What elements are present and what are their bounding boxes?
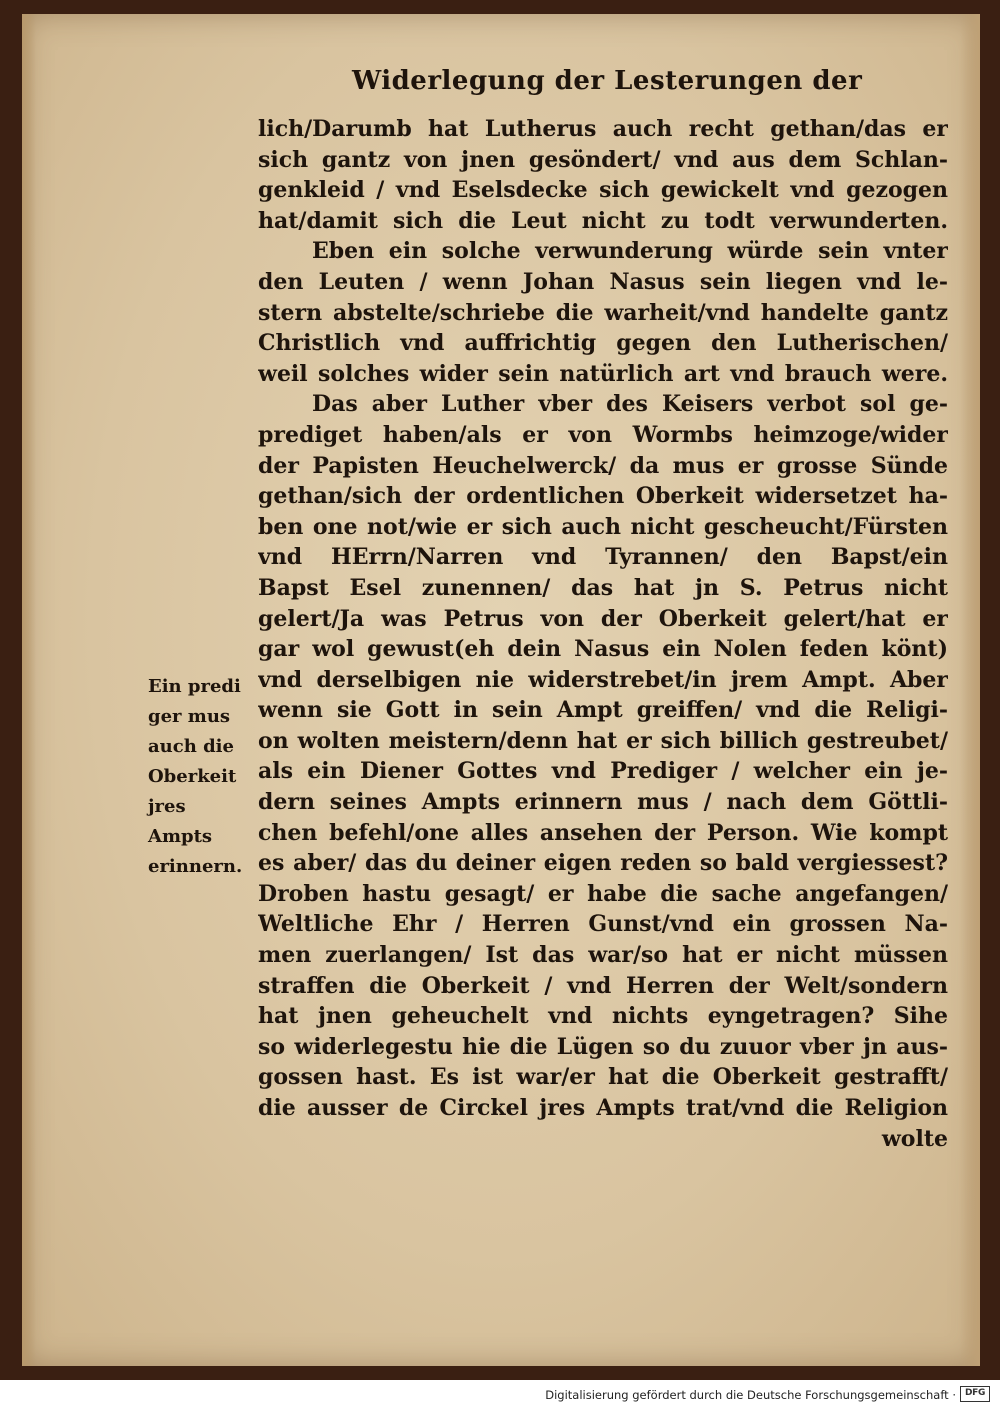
text-line: on wolten meistern/denn hat er sich billich gestreubet/: [258, 727, 948, 754]
text-line: lich/Darumb hat Lutherus auch recht gethan/das er: [258, 116, 948, 142]
body-text: [258, 114, 948, 1154]
text-line: der Papisten Heuchelwerck/ da mus er grosse Sünde: [258, 452, 948, 479]
text-line: Droben hastu gesagt/ er habe die sache angefangen/: [258, 880, 948, 907]
text-line: gossen hast. Es ist war/er hat die Oberkeit gestrafft/: [258, 1064, 948, 1091]
text-line: vnd HErrn/Narren vnd Tyrannen/ den Bapst/ein: [258, 544, 948, 571]
text-line: hat/damit sich die Leut nicht zu todt verwunderten.: [258, 207, 948, 234]
text-line: hat jnen geheuchelt vnd nichts eyngetragen? Sihe: [258, 1003, 948, 1030]
page-gutter-shadow: [22, 14, 36, 1366]
funding-credit: Digitalisierung gefördert durch die Deutsche Forschungsgemeinschaft ·: [545, 1388, 956, 1402]
text-line: wenn sie Gott in sein Ampt greiffen/ vnd die Religi-: [258, 697, 948, 724]
text-line: Christlich vnd auffrichtig gegen den Lutherischen/: [258, 330, 948, 357]
marginal-note-line: Ein predi: [148, 676, 241, 697]
text-line: stern abstelte/schriebe die warheit/vnd handelte gantz: [258, 299, 948, 326]
marginal-note-line: ger mus: [148, 706, 231, 727]
text-line: weil solches wider sein natürlich art vnd brauch were.: [258, 360, 948, 387]
dfg-logo-icon: DFG: [960, 1386, 990, 1402]
text-line: den Leuten / wenn Johan Nasus sein liegen vnd le-: [258, 268, 948, 295]
text-line: Das aber Luther vber des Keisers verbot sol ge-: [312, 391, 948, 418]
text-line: Eben ein solche verwunderung würde sein vnter: [312, 238, 948, 265]
text-line: men zuerlangen/ Ist das war/so hat er nicht müssen: [258, 942, 948, 969]
text-line: gar wol gewust(eh dein Nasus ein Nolen feden könt): [258, 636, 948, 663]
catchword: wolte: [881, 1125, 948, 1152]
marginal-note-line: erinnern.: [148, 856, 243, 877]
running-head: Widerlegung der Lesterungen der: [352, 66, 863, 96]
text-line: gelert/Ja was Petrus von der Oberkeit gelert/hat er: [258, 605, 948, 632]
text-line: straffen die Oberkeit / vnd Herren der Welt/sondern: [258, 972, 948, 999]
text-line: es aber/ das du deiner eigen reden so bald vergiessest?: [258, 850, 948, 877]
marginal-note-line: jres: [148, 796, 186, 817]
text-line: Weltliche Ehr / Herren Gunst/vnd ein grossen Na-: [258, 911, 948, 938]
marginal-note-line: Ampts: [148, 826, 213, 847]
marginal-note-line: Oberkeit: [148, 766, 237, 787]
text-line: vnd derselbigen nie widerstrebet/in jrem Ampt. Aber: [258, 666, 948, 693]
text-line: so widerlegestu hie die Lügen so du zuuor vber jn aus-: [258, 1033, 948, 1060]
text-line: chen befehl/one alles ansehen der Person. Wie kompt: [258, 819, 948, 846]
footer-bar: [0, 1380, 1000, 1412]
marginal-note: [148, 672, 260, 882]
text-line: sich gantz von jnen gesöndert/ vnd aus dem Schlan-: [258, 146, 948, 173]
text-line: gethan/sich der ordentlichen Oberkeit widersetzet ha-: [258, 483, 948, 510]
text-line: die ausser de Circkel jres Ampts trat/vnd die Religion: [258, 1095, 948, 1121]
marginal-note-line: auch die: [148, 736, 234, 757]
text-line: prediget haben/als er von Wormbs heimzoge/wider: [258, 421, 948, 448]
text-line: genkleid / vnd Eselsdecke sich gewickelt vnd gezogen: [258, 177, 948, 204]
text-line: als ein Diener Gottes vnd Prediger / welcher ein je-: [258, 758, 948, 785]
text-line: ben one not/wie er sich auch nicht gescheucht/Fürsten: [258, 513, 948, 540]
page-edge-shadow: [960, 14, 980, 1366]
text-line: dern seines Ampts erinnern mus / nach dem Göttli-: [258, 789, 948, 816]
text-line: Bapst Esel zunennen/ das hat jn S. Petrus nicht: [258, 574, 948, 601]
